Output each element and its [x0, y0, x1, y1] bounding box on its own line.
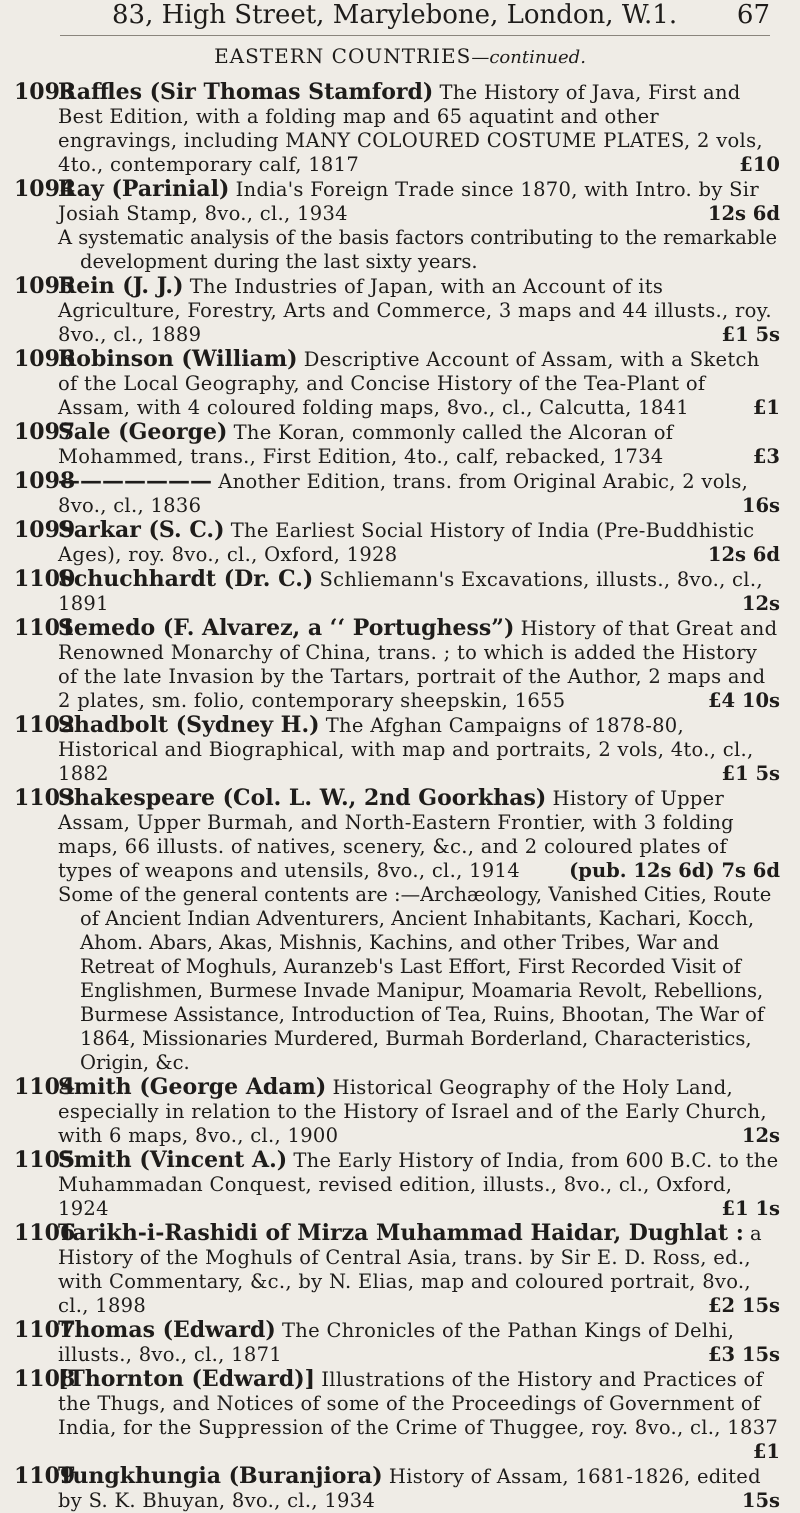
- entry-number: 1103: [14, 785, 76, 811]
- entry-author: Tungkhungia (Buranjiora): [58, 1463, 383, 1489]
- entry-description: The Chronicles of the Pathan Kings of Delhi, illusts., 8vo., cl., 1871: [58, 1319, 735, 1366]
- entry-list: [0, 80, 800, 1513]
- entry-price: 16s: [741, 494, 780, 517]
- entry-number: 1104: [14, 1074, 76, 1100]
- entry-note: [0, 226, 800, 274]
- entry-author: Ray (Parinial): [58, 176, 230, 202]
- entry-author: Smith (Vincent A.): [58, 1147, 288, 1173]
- entry-price: £1 5s: [721, 323, 780, 346]
- entry-number: 1105: [14, 1147, 76, 1173]
- header-address: 83, High Street, Marylebone, London, W.1.: [112, 0, 678, 30]
- entry-price: £10: [739, 153, 780, 176]
- entry-author: Raffles (Sir Thomas Stamford): [58, 79, 434, 105]
- entry-price: 12s: [741, 592, 780, 615]
- entry-author: ———————: [58, 468, 212, 494]
- entry-description: The Earliest Social History of India (Pre-Buddhistic Ages), roy. 8vo., cl., Oxford, 1928: [58, 519, 755, 566]
- page-header: [0, 0, 800, 30]
- entry-price: £1 5s: [721, 762, 780, 785]
- entry-number: 1106: [14, 1220, 76, 1246]
- catalogue-entry: [0, 567, 800, 616]
- entry-number: 1095: [14, 273, 76, 299]
- catalogue-entry: [0, 469, 800, 518]
- entry-description: The Afghan Campaigns of 1878-80, Historical and Biographical, with map and portraits, 2 vols, 4to., cl., 1882: [58, 714, 754, 785]
- entry-description: History of Upper Assam, Upper Burmah, and North-Eastern Frontier, with 3 folding maps, 66 illusts. of natives, scenery, &c., and 2 coloured plates of types of weapons and utensils, 8vo., cl., 1914: [58, 787, 734, 882]
- catalogue-entry: [0, 274, 800, 347]
- entry-author: [Thornton (Edward)]: [58, 1366, 316, 1392]
- entry-number: 1101: [14, 615, 76, 641]
- section-heading: [0, 44, 800, 68]
- catalogue-entry: [0, 1221, 800, 1318]
- entry-description: The Koran, commonly called the Alcoran of Mohammed, trans., First Edition, 4to., calf, rebacked, 1734: [58, 421, 674, 468]
- catalogue-entry: [0, 1318, 800, 1367]
- entry-number: 1109: [14, 1463, 76, 1489]
- entry-price: 12s 6d: [707, 543, 780, 566]
- entry-author: Tarikh-i-Rashidi of Mirza Muhammad Haidar, Dughlat :: [58, 1220, 744, 1246]
- catalogue-entry: [0, 177, 800, 226]
- section-title: EASTERN COUNTRIES: [214, 44, 472, 68]
- entry-description: a History of the Moghuls of Central Asia, trans. by Sir E. D. Ross, ed., with Commentary, &c., by N. Elias, map and coloured portrait, 8vo., cl., 1898: [58, 1222, 762, 1317]
- entry-description: Descriptive Account of Assam, with a Sketch of the Local Geography, and Concise History of the Tea-Plant of Assam, with 4 coloured folding maps, 8vo., cl., Calcutta, 1841: [58, 348, 760, 419]
- section-suffix: —continued.: [471, 47, 586, 68]
- entry-price: 15s: [741, 1489, 780, 1512]
- entry-price: £1: [752, 396, 780, 419]
- catalogue-entry: [0, 1148, 800, 1221]
- catalogue-entry: [0, 347, 800, 420]
- entry-number: 1093: [14, 79, 76, 105]
- entry-note-text: Some of the general contents are :—Archæology, Vanished Cities, Route of Ancient Indian Adventurers, Ancient Inhabitants, Kachari, Kocch, Ahom. Abars, Akas, Mishnis, Kachins, and other Tribes, War and Retreat of Moghuls, Auranzeb's Last Effort, First Recorded Visit of Englishmen, Burmese Invade Manipur, Moamaria Revolt, Rebellions, Burmese Assistance, Introduction of Tea, Ruins, Bhootan, The War of 1864, Missionaries Murdered, Burmah Borderland, Characteristics, Origin, &c.: [58, 883, 772, 1074]
- entry-number: 1100: [14, 566, 76, 592]
- entry-author: Rein (J. J.): [58, 273, 184, 299]
- entry-author: Thomas (Edward): [58, 1317, 276, 1343]
- entry-description: The Industries of Japan, with an Account of its Agriculture, Forestry, Arts and Commerce, 3 maps and 44 illusts., roy. 8vo., cl., 1889: [58, 275, 772, 346]
- entry-price: £4 10s: [707, 689, 780, 712]
- entry-author: Sale (George): [58, 419, 228, 445]
- entry-author: Sarkar (S. C.): [58, 517, 225, 543]
- entry-author: Semedo (F. Alvarez, a ‘‘ Portughess”): [58, 615, 515, 641]
- entry-number: 1096: [14, 346, 76, 372]
- entry-description: The History of Java, First and Best Edition, with a folding map and 65 aquatint and other engravings, including MANY COLOURED COSTUME PLATES, 2 vols, 4to., contemporary calf, 1817: [58, 81, 763, 176]
- entry-price: £1: [752, 1440, 780, 1463]
- entry-number: 1102: [14, 712, 76, 738]
- header-rule: [60, 35, 770, 36]
- entry-number: 1098: [14, 468, 76, 494]
- catalogue-entry: [0, 518, 800, 567]
- entry-price: £1 1s: [721, 1197, 780, 1220]
- entry-price: 12s 6d: [707, 202, 780, 225]
- entry-price: £3: [752, 445, 780, 468]
- catalogue-entry: [0, 713, 800, 786]
- page-number: 67: [736, 0, 770, 30]
- entry-number: 1107: [14, 1317, 76, 1343]
- entry-price: £3 15s: [707, 1343, 780, 1366]
- entry-author: Shakespeare (Col. L. W., 2nd Goorkhas): [58, 785, 547, 811]
- entry-number: 1108: [14, 1366, 76, 1392]
- entry-number: 1094: [14, 176, 76, 202]
- entry-description: History of that Great and Renowned Monarchy of China, trans. ; to which is added the History of the late Invasion by the Tartars, portrait of the Author, 2 maps and 2 plates, sm. folio, contemporary sheepskin, 1655: [58, 617, 778, 712]
- entry-description: Illustrations of the History and Practices of the Thugs, and Notices of some of the Proceedings of Government of India, for the Suppression of the Crime of Thuggee, roy. 8vo., cl., 1837: [58, 1368, 779, 1439]
- entry-author: Schuchhardt (Dr. C.): [58, 566, 314, 592]
- entry-price: (pub. 12s 6d) 7s 6d: [569, 859, 780, 882]
- entry-description: Historical Geography of the Holy Land, especially in relation to the History of Israel and of the Early Church, with 6 maps, 8vo., cl., 1900: [58, 1076, 767, 1147]
- entry-number: 1097: [14, 419, 76, 445]
- entry-author: Smith (George Adam): [58, 1074, 327, 1100]
- entry-description: Another Edition, trans. from Original Arabic, 2 vols, 8vo., cl., 1836: [58, 470, 749, 517]
- entry-number: 1099: [14, 517, 76, 543]
- catalogue-entry: [0, 420, 800, 469]
- catalogue-entry: [0, 616, 800, 713]
- entry-description: Schliemann's Excavations, illusts., 8vo., cl., 1891: [58, 568, 763, 615]
- entry-description: The Early History of India, from 600 B.C. to the Muhammadan Conquest, revised edition, illusts., 8vo., cl., Oxford, 1924: [58, 1149, 779, 1220]
- catalogue-entry: [0, 1367, 800, 1464]
- catalogue-entry: [0, 80, 800, 177]
- catalogue-entry: [0, 786, 800, 883]
- catalogue-entry: [0, 1075, 800, 1148]
- entry-note-text: A systematic analysis of the basis factors contributing to the remarkable development during the last sixty years.: [58, 226, 778, 273]
- entry-note: [0, 883, 800, 1075]
- entry-author: Shadbolt (Sydney H.): [58, 712, 320, 738]
- entry-description: History of Assam, 1681-1826, edited by S. K. Bhuyan, 8vo., cl., 1934: [58, 1465, 761, 1512]
- entry-description: India's Foreign Trade since 1870, with Intro. by Sir Josiah Stamp, 8vo., cl., 1934: [58, 178, 759, 225]
- catalogue-entry: [0, 1464, 800, 1513]
- entry-author: Robinson (William): [58, 346, 298, 372]
- entry-price: 12s: [741, 1124, 780, 1147]
- entry-price: £2 15s: [707, 1294, 780, 1317]
